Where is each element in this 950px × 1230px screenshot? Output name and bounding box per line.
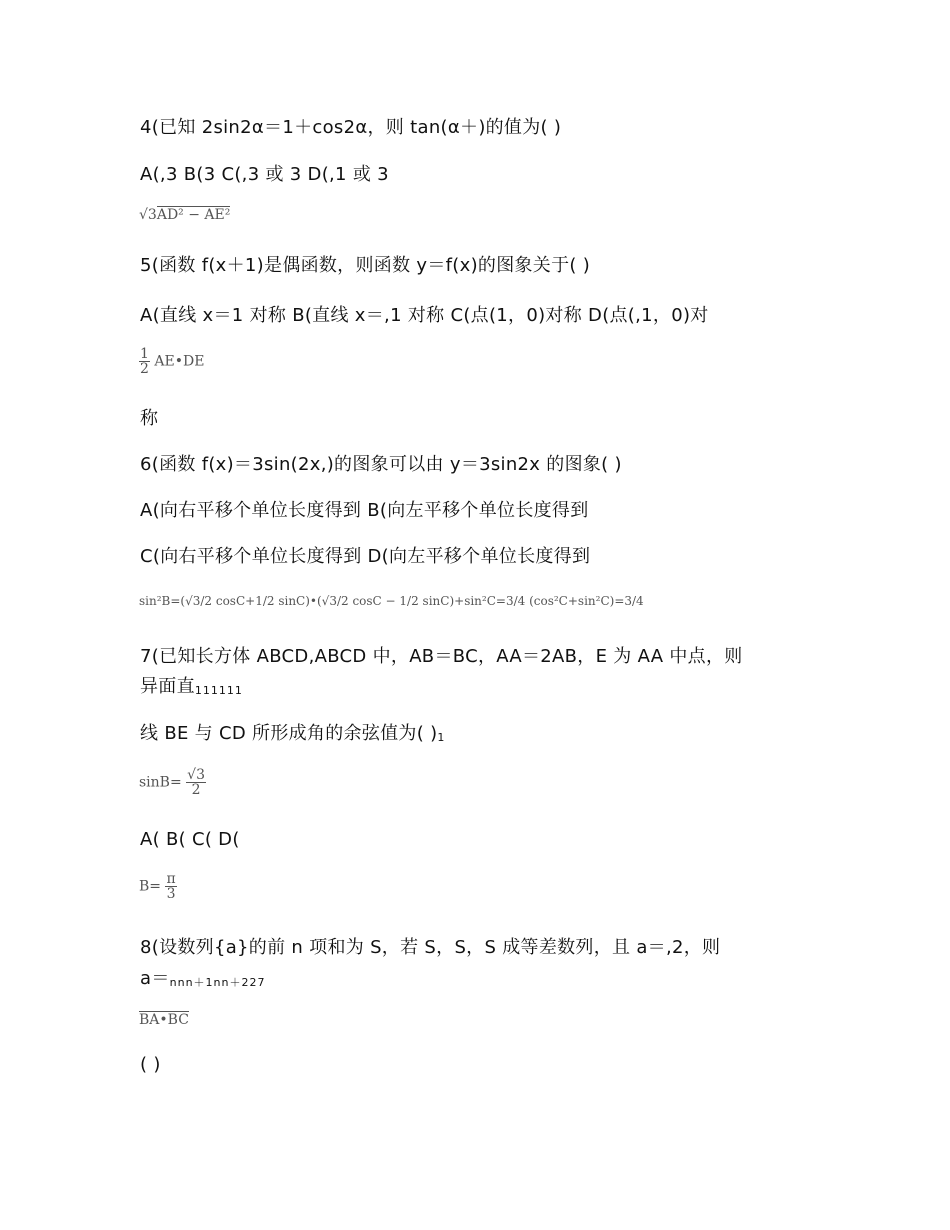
fraction-numerator: 1 <box>140 346 149 362</box>
question-7-line3-text: 线 BE 与 CD 所形成角的余弦值为( ) <box>140 723 438 744</box>
formula-lhs: B= <box>139 878 162 895</box>
question-5: 5(函数 f(x＋1)是偶函数，则函数 y＝f(x)的图象关于( ) <box>140 255 591 276</box>
question-4: 4(已知 2sin2α＝1＋cos2α，则 tan(α＋)的值为( ) <box>140 117 562 138</box>
formula-image-sin-squared: sin²B=(√3/2 cosC+1/2 sinC)•(√3/2 cosC − 1/2 sinC)+sin²C=3/4 (cos²C+sin²C)=3/4 <box>139 594 644 608</box>
question-7-line2-subscripts: 111111 <box>194 684 243 697</box>
question-6-options-cd: C(向右平移个单位长度得到 D(向左平移个单位长度得到 <box>140 546 591 567</box>
question-8-line2-subscripts: nnn＋1nn＋227 <box>169 976 266 989</box>
formula-fraction <box>139 347 150 376</box>
question-4-options: A(,3 B(3 C(,3 或 3 D(,1 或 3 <box>140 164 389 185</box>
fraction-numerator: π <box>166 871 176 887</box>
question-5-tail: 称 <box>140 408 159 429</box>
formula-vector-text: BA•BC <box>139 1012 189 1028</box>
fraction-denominator: 2 <box>140 361 149 377</box>
question-8-answer-paren: ( ) <box>140 1054 161 1075</box>
question-7-line3-subscript: 1 <box>437 731 446 744</box>
formula-image-vectors <box>139 1012 189 1028</box>
question-7-options: A( B( C( D( <box>140 829 240 850</box>
question-7-line1: 7(已知长方体 ABCD,ABCD 中，AB＝BC，AA＝2AB，E 为 AA 中点，则 <box>140 646 743 667</box>
question-6: 6(函数 f(x)＝3sin(2x,)的图象可以由 y＝3sin2x 的图象( ) <box>140 454 622 475</box>
formula-image-half-ae-de <box>139 347 204 376</box>
question-6-options-ab: A(向右平移个单位长度得到 B(向左平移个单位长度得到 <box>140 500 589 521</box>
formula-radicand: AD² − AE² <box>156 207 231 223</box>
question-5-options: A(直线 x＝1 对称 B(直线 x＝,1 对称 C(点(1，0)对称 D(点(,1，0)对 <box>140 305 709 326</box>
formula-fraction <box>186 768 206 797</box>
formula-lhs: sinB= <box>139 774 182 791</box>
question-8-line1: 8(设数列{a}的前 n 项和为 S，若 S，S，S 成等差数列，且 a＝,2，则 <box>140 937 721 958</box>
question-7-line2 <box>140 675 243 703</box>
formula-image-b-pi-3 <box>139 872 177 901</box>
formula-image-sqrt <box>139 207 230 223</box>
formula-image-sinb <box>139 768 206 797</box>
fraction-numerator: √3 <box>187 767 205 783</box>
question-8-line2-text: a＝ <box>140 968 170 989</box>
fraction-denominator: 3 <box>166 886 176 902</box>
fraction-denominator: 2 <box>191 782 201 798</box>
formula-root: √3 <box>139 207 157 223</box>
formula-fraction <box>165 872 176 901</box>
question-7-line3 <box>140 722 445 750</box>
question-8-line2 <box>140 967 266 995</box>
formula-text: AE•DE <box>154 353 205 370</box>
question-7-line2-text: 异面直 <box>140 676 195 697</box>
